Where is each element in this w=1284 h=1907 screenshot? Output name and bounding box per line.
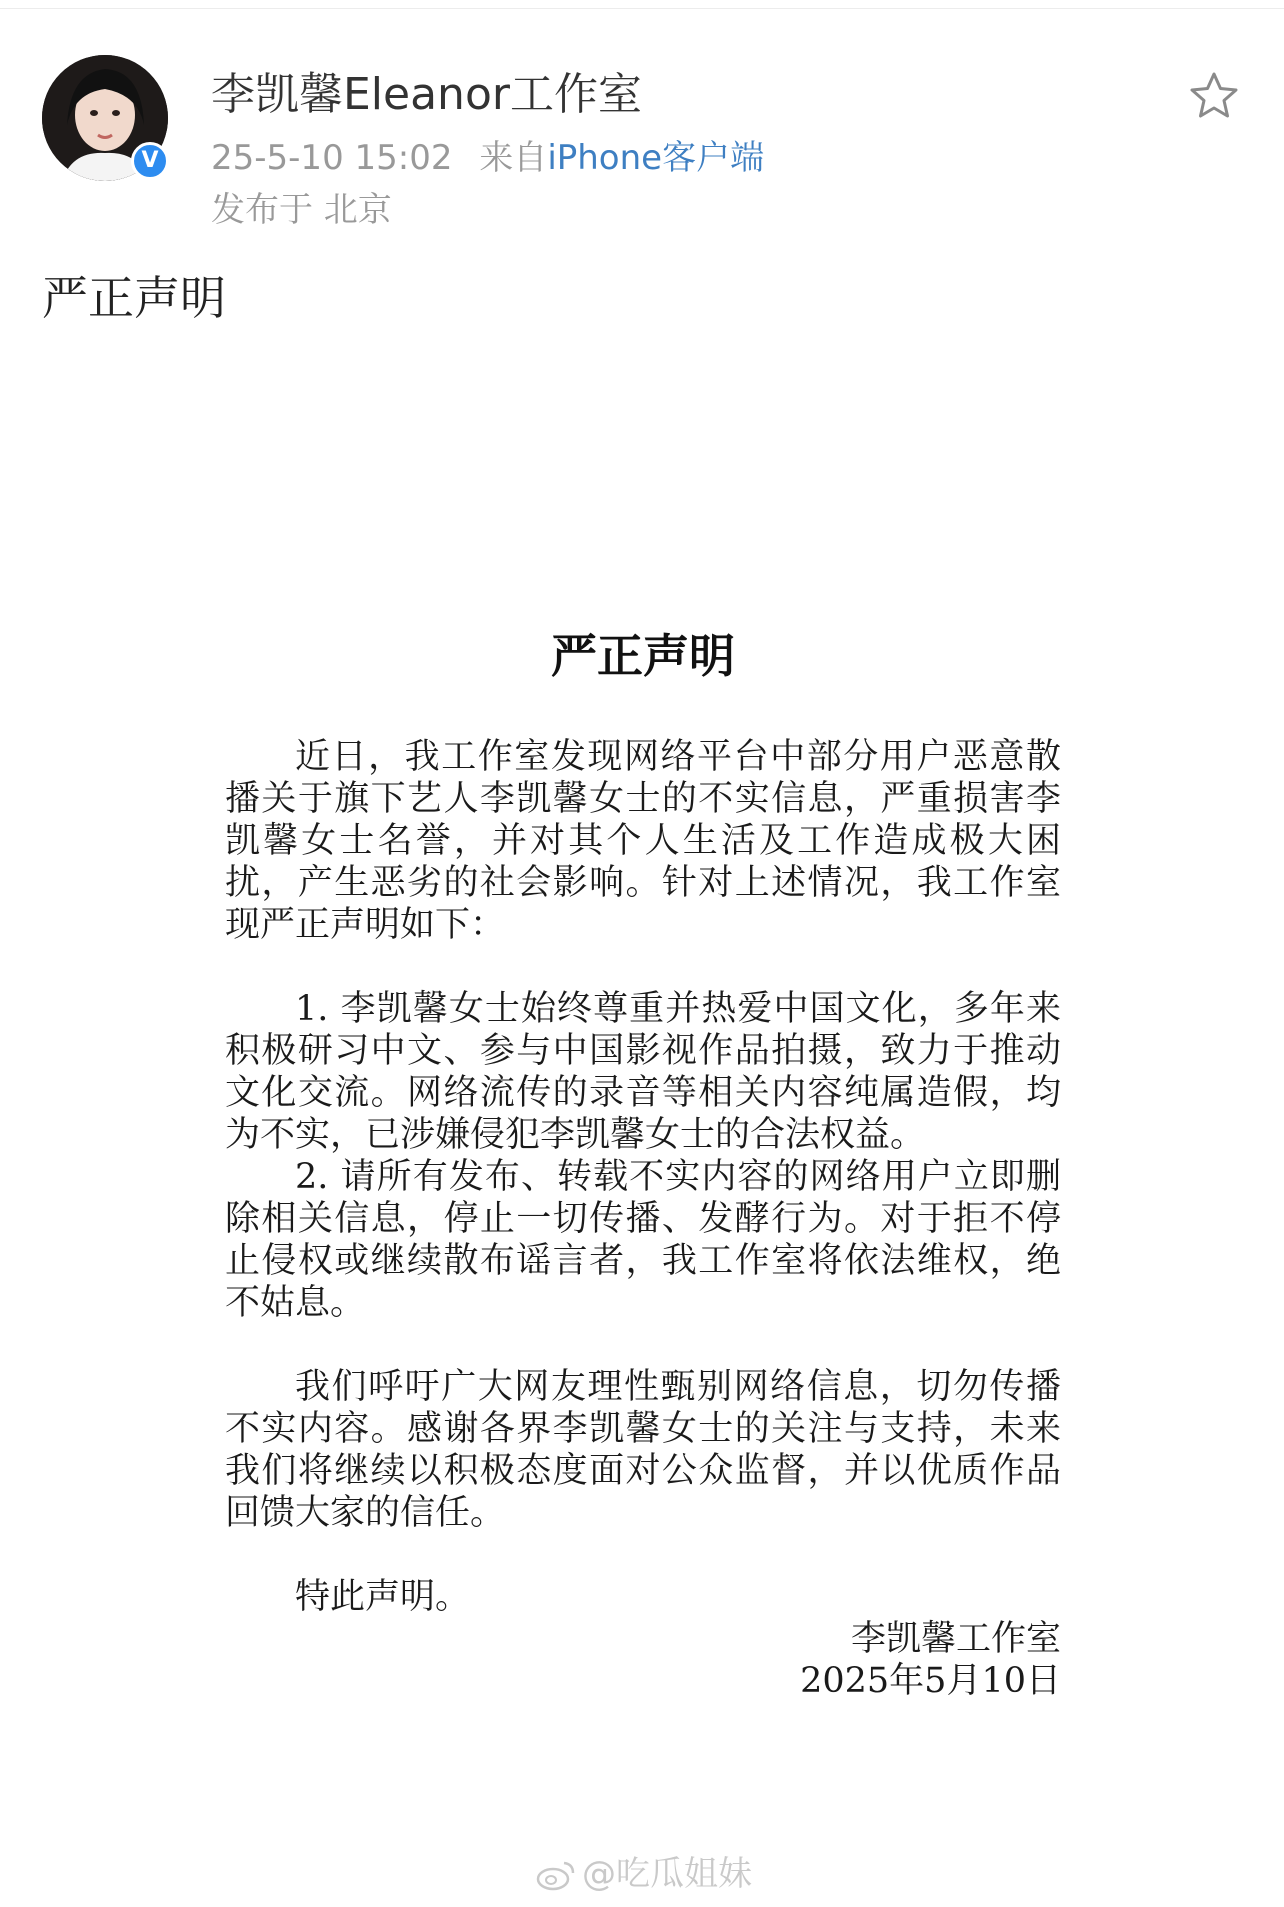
from-label: 来自 (479, 138, 548, 178)
post-meta (211, 137, 764, 179)
statement-image[interactable] (225, 628, 1061, 1702)
top-divider (0, 8, 1284, 9)
post-location: 发布于 北京 (211, 190, 392, 230)
statement-signature: 李凯馨工作室 (850, 1619, 1061, 1659)
post-text: 严正声明 (42, 271, 226, 325)
verified-badge-icon: V (131, 142, 169, 180)
statement-date: 2025年5月10日 (800, 1661, 1061, 1701)
post-timestamp: 25-5-10 15:02 (211, 138, 453, 178)
weibo-logo-icon (536, 1859, 576, 1891)
statement-paragraph: 近日，我工作室发现网络平台中部分用户恶意散播关于旗下艺人李凯馨女士的不实信息，严重损害李凯馨女士名誉，并对其个人生活及工作造成极大困扰，产生恶劣的社会影响。针对上述情况，我工作室现严正声明如下： (225, 737, 1061, 945)
username[interactable]: 李凯馨Eleanor工作室 (211, 69, 642, 120)
watermark-text: @吃瓜姐妹 (582, 1854, 752, 1894)
statement-item-1: 1. 李凯馨女士始终尊重并热爱中国文化，多年来积极研习中文、参与中国影视作品拍摄，致力于推动文化交流。网络流传的录音等相关内容纯属造假，均为不实，已涉嫌侵犯李凯馨女士的合法权益。 (225, 989, 1061, 1155)
statement-paragraph: 我们呼吁广大网友理性甄别网络信息，切勿传播不实内容。感谢各界李凯馨女士的关注与支持，未来我们将继续以积极态度面对公众监督，并以优质作品回馈大家的信任。 (225, 1367, 1061, 1533)
watermark (536, 1853, 752, 1895)
statement-closing: 特此声明。 (295, 1577, 471, 1617)
statement-title: 严正声明 (551, 629, 735, 683)
star-outline-icon[interactable] (1188, 70, 1240, 122)
source-link[interactable]: iPhone客户端 (547, 138, 765, 178)
statement-item-2: 2. 请所有发布、转载不实内容的网络用户立即删除相关信息，停止一切传播、发酵行为。对于拒不停止侵权或继续散布谣言者，我工作室将依法维权，绝不姑息。 (225, 1157, 1061, 1323)
